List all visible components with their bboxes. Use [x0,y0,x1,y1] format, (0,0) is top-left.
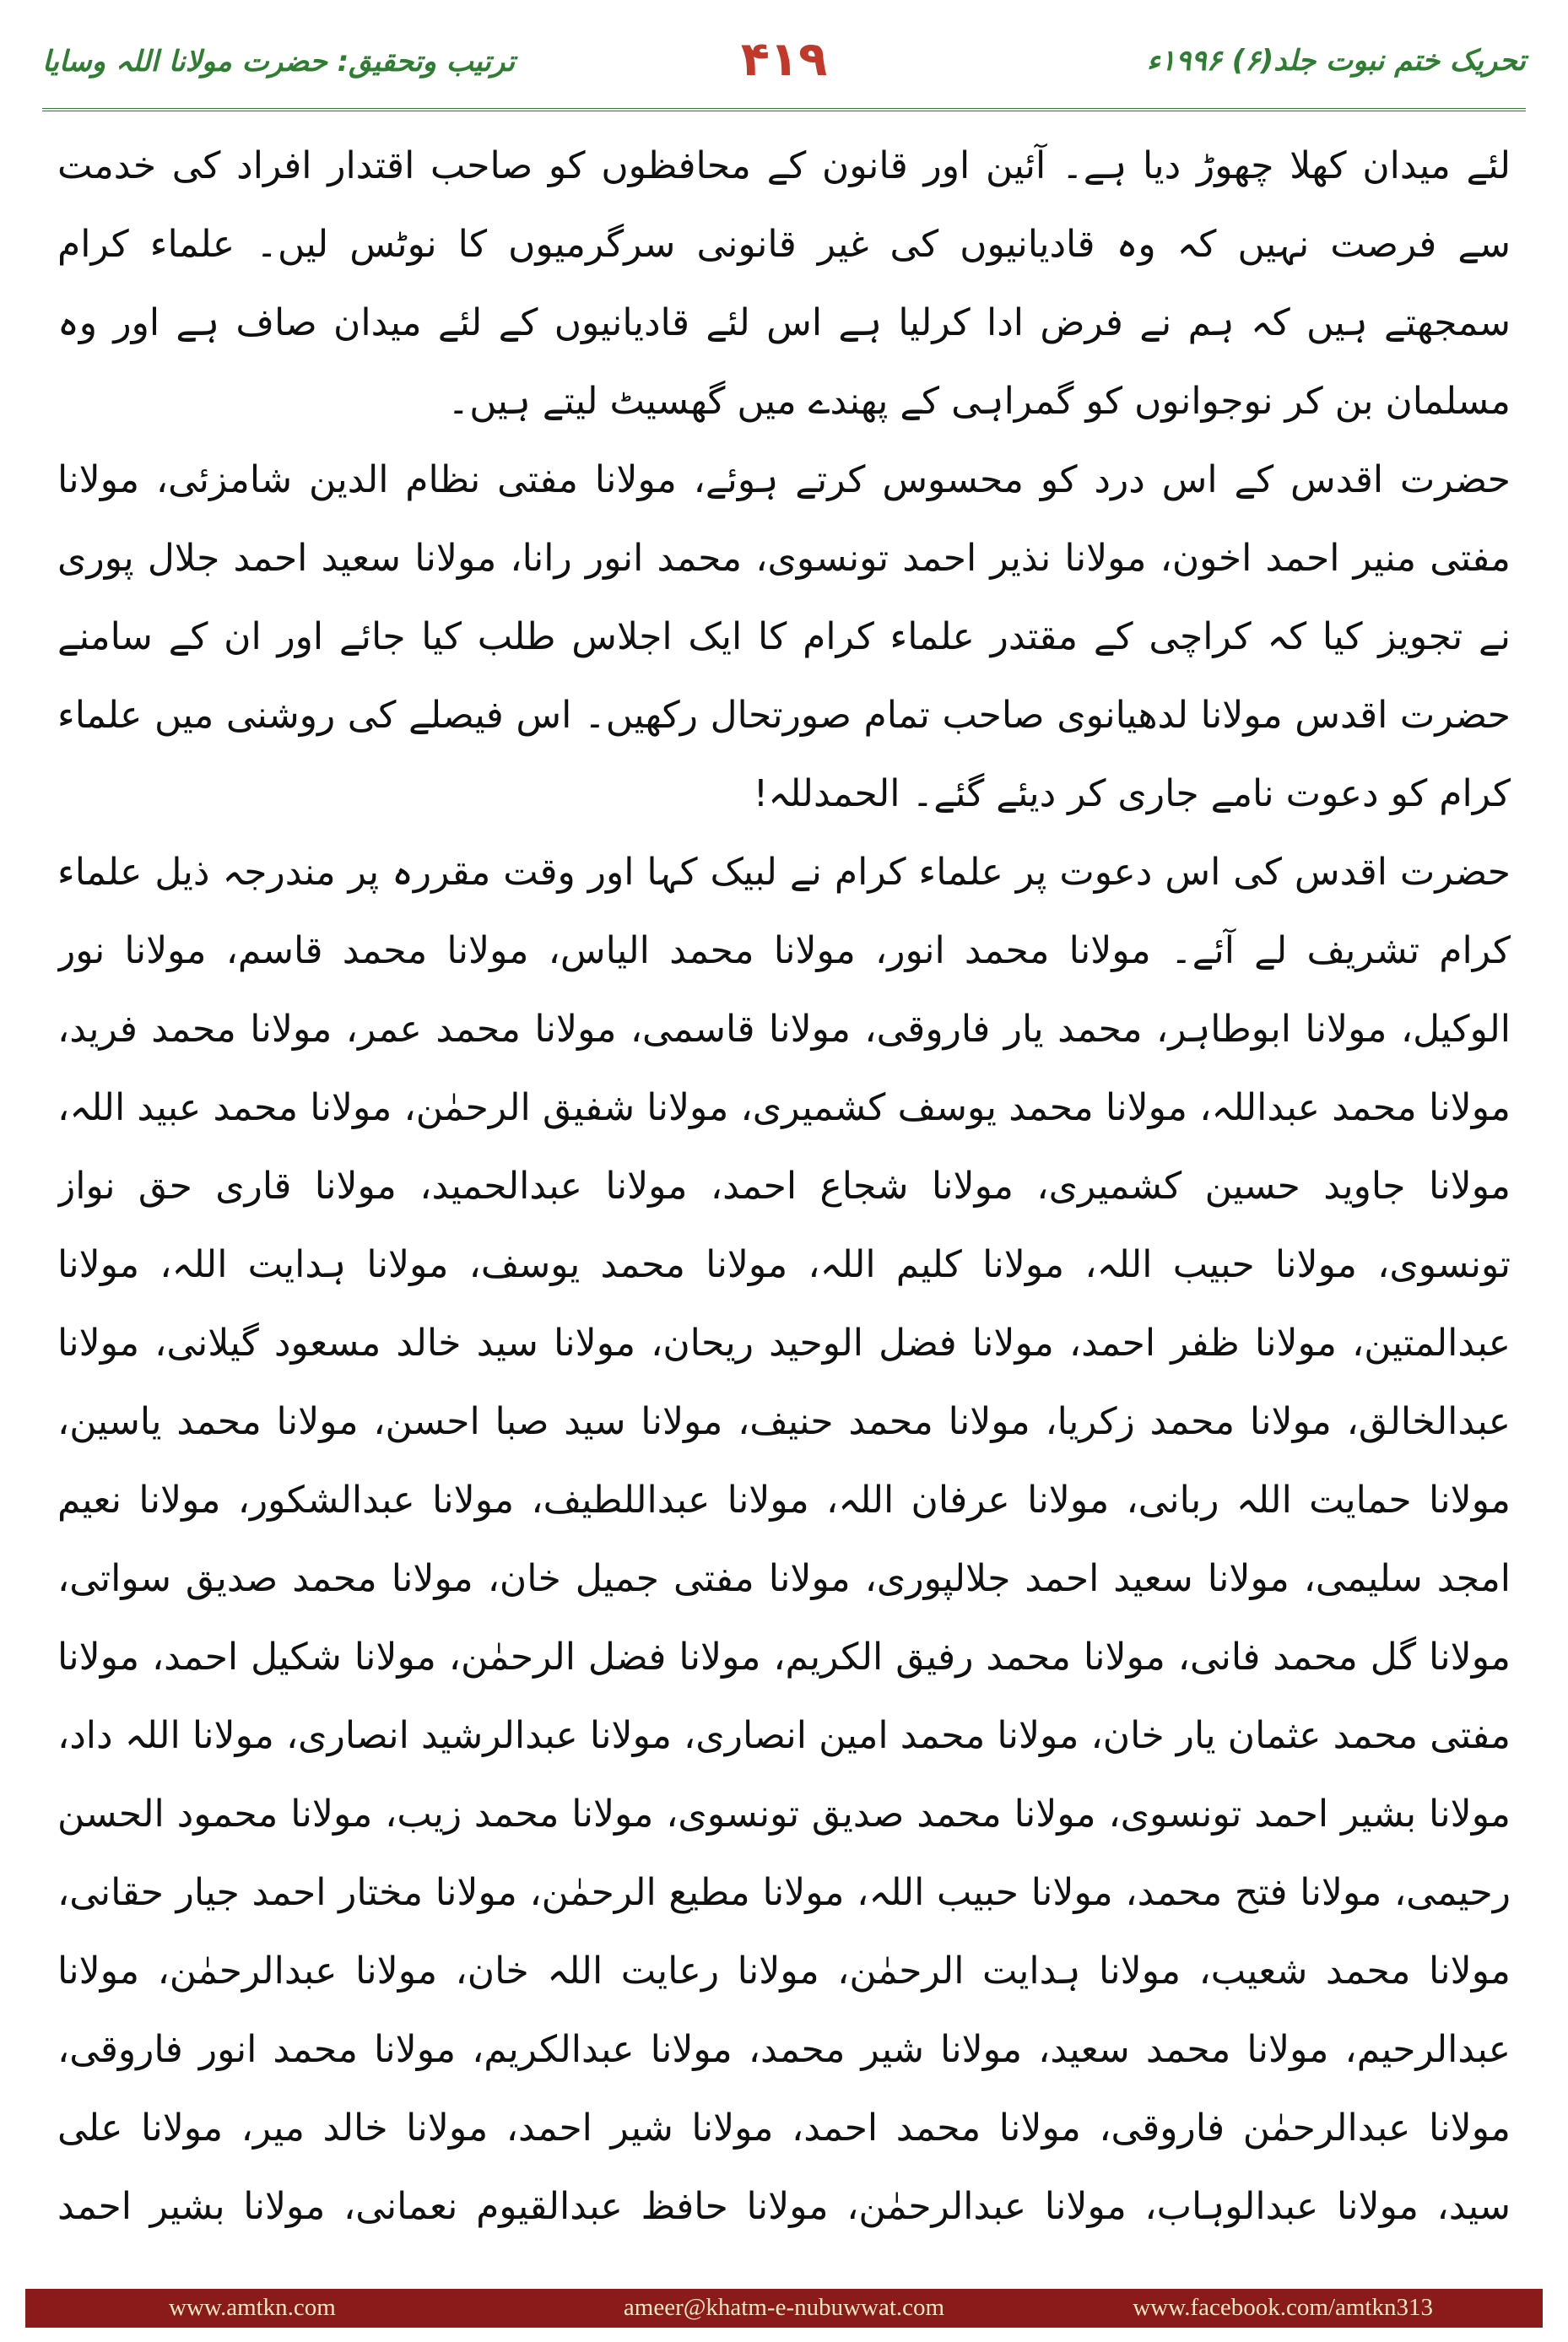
book-title: تحریک ختم نبوت جلد(۶) ۱۹۹۶ء [1146,44,1526,78]
compiler-credit: ترتیب وتحقیق: حضرت مولانا اللہ وسایا [42,45,516,78]
facebook-link[interactable]: www.facebook.com/amtkn313 [1133,2294,1433,2321]
page-body [57,127,1511,2253]
email-link[interactable]: ameer@khatm-e-nubuwwat.com [623,2294,945,2321]
page-header [42,32,1526,100]
header-divider [42,108,1526,111]
paragraph: حضرت اقدس کے اس درد کو محسوس کرتے ہوئے، مولانا مفتی نظام الدین شامزئی، مولانا مفتی منیر احمد اخون، مولانا نذیر احمد تونسوی، محمد انور رانا، مولانا سعید احمد جلال پوری نے تجویز کیا کہ کراچی کے مقتدر علماء کرام کا ایک اجلاس طلب کیا جائے اور ان کے سامنے حضرت اقدس مولانا لدھیانوی صاحب تمام صورتحال رکھیں۔ اس فیصلے کی روشنی میں علماء کرام کو دعوت نامے جاری کر دیئے گئے۔ الحمدللہ! [57,458,1511,815]
page-number: ۴۱۹ [740,32,828,87]
paragraph: حضرت اقدس کی اس دعوت پر علماء کرام نے لبیک کہا اور وقت مقررہ پر مندرجہ ذیل علماء کرام تشریف لے آئے۔ مولانا محمد انور، مولانا محمد الیاس، مولانا محمد قاسم، مولانا نور الوکیل، مولانا ابوطاہر، محمد یار فاروقی، مولانا قاسمی، مولانا محمد عمر، مولانا محمد فرید، مولانا محمد عبداللہ، مولانا محمد یوسف کشمیری، مولانا شفیق الرحمٰن، مولانا محمد عبید اللہ، مولانا جاوید حسین کشمیری، مولانا شجاع احمد، مولانا عبدالحمید، مولانا قاری حق نواز تونسوی، مولانا حبیب اللہ، مولانا کلیم اللہ، مولانا محمد یوسف، مولانا ہدایت اللہ، مولانا عبدالمتین، مولانا ظفر احمد، مولانا فضل الوحید ریحان، مولانا سید خالد مسعود گیلانی، مولانا عبدالخالق، مولانا محمد زکریا، مولانا محمد حنیف، مولانا سید صبا احسن، مولانا محمد یاسین، مولانا حمایت اللہ ربانی، مولانا عرفان اللہ، مولانا عبداللطیف، مولانا عبدالشکور، مولانا نعیم امجد سلیمی، مولانا سعید احمد جلالپوری، مولانا مفتی جمیل خان، مولانا محمد صدیق سواتی، مولانا گل محمد فانی، مولانا محمد رفیق الکریم، مولانا فضل الرحمٰن، مولانا شکیل احمد، مولانا مفتی محمد عثمان یار خان، مولانا محمد امین انصاری، مولانا عبدالرشید انصاری، مولانا اللہ داد، مولانا بشیر احمد تونسوی، مولانا محمد صدیق تونسوی، مولانا محمد زیب، مولانا محمود الحسن رحیمی، مولانا فتح محمد، مولانا حبیب اللہ، مولانا مطیع الرحمٰن، مولانا مختار احمد جیار حقانی، مولانا محمد شعیب، مولانا ہدایت الرحمٰن، مولانا رعایت اللہ خان، مولانا عبدالرحمٰن، مولانا عبدالرحیم، مولانا محمد سعید، مولانا شیر محمد، مولانا عبدالکریم، مولانا محمد انور فاروقی، مولانا عبدالرحمٰن فاروقی، مولانا محمد احمد، مولانا شیر احمد، مولانا خالد میر، مولانا علی سید، مولانا عبدالوہاب، مولانا عبدالرحمٰن، مولانا حافظ عبدالقیوم نعمانی، مولانا بشیر احمد [57,851,1511,2228]
website-link[interactable]: www.amtkn.com [169,2294,336,2321]
paragraph: لئے میدان کھلا چھوڑ دیا ہے۔ آئین اور قانون کے محافظوں کو صاحب اقتدار افراد کی خدمت سے فرصت نہیں کہ وہ قادیانیوں کی غیر قانونی سرگرمیوں کا نوٹس لیں۔ علماء کرام سمجھتے ہیں کہ ہم نے فرض ادا کرلیا ہے اس لئے قادیانیوں کے لئے میدان صاف ہے اور وہ مسلمان بن کر نوجوانوں کو گمراہی کے پھندے میں گھسیٹ لیتے ہیں۔ [57,144,1511,423]
footer-bar [25,2289,1543,2328]
